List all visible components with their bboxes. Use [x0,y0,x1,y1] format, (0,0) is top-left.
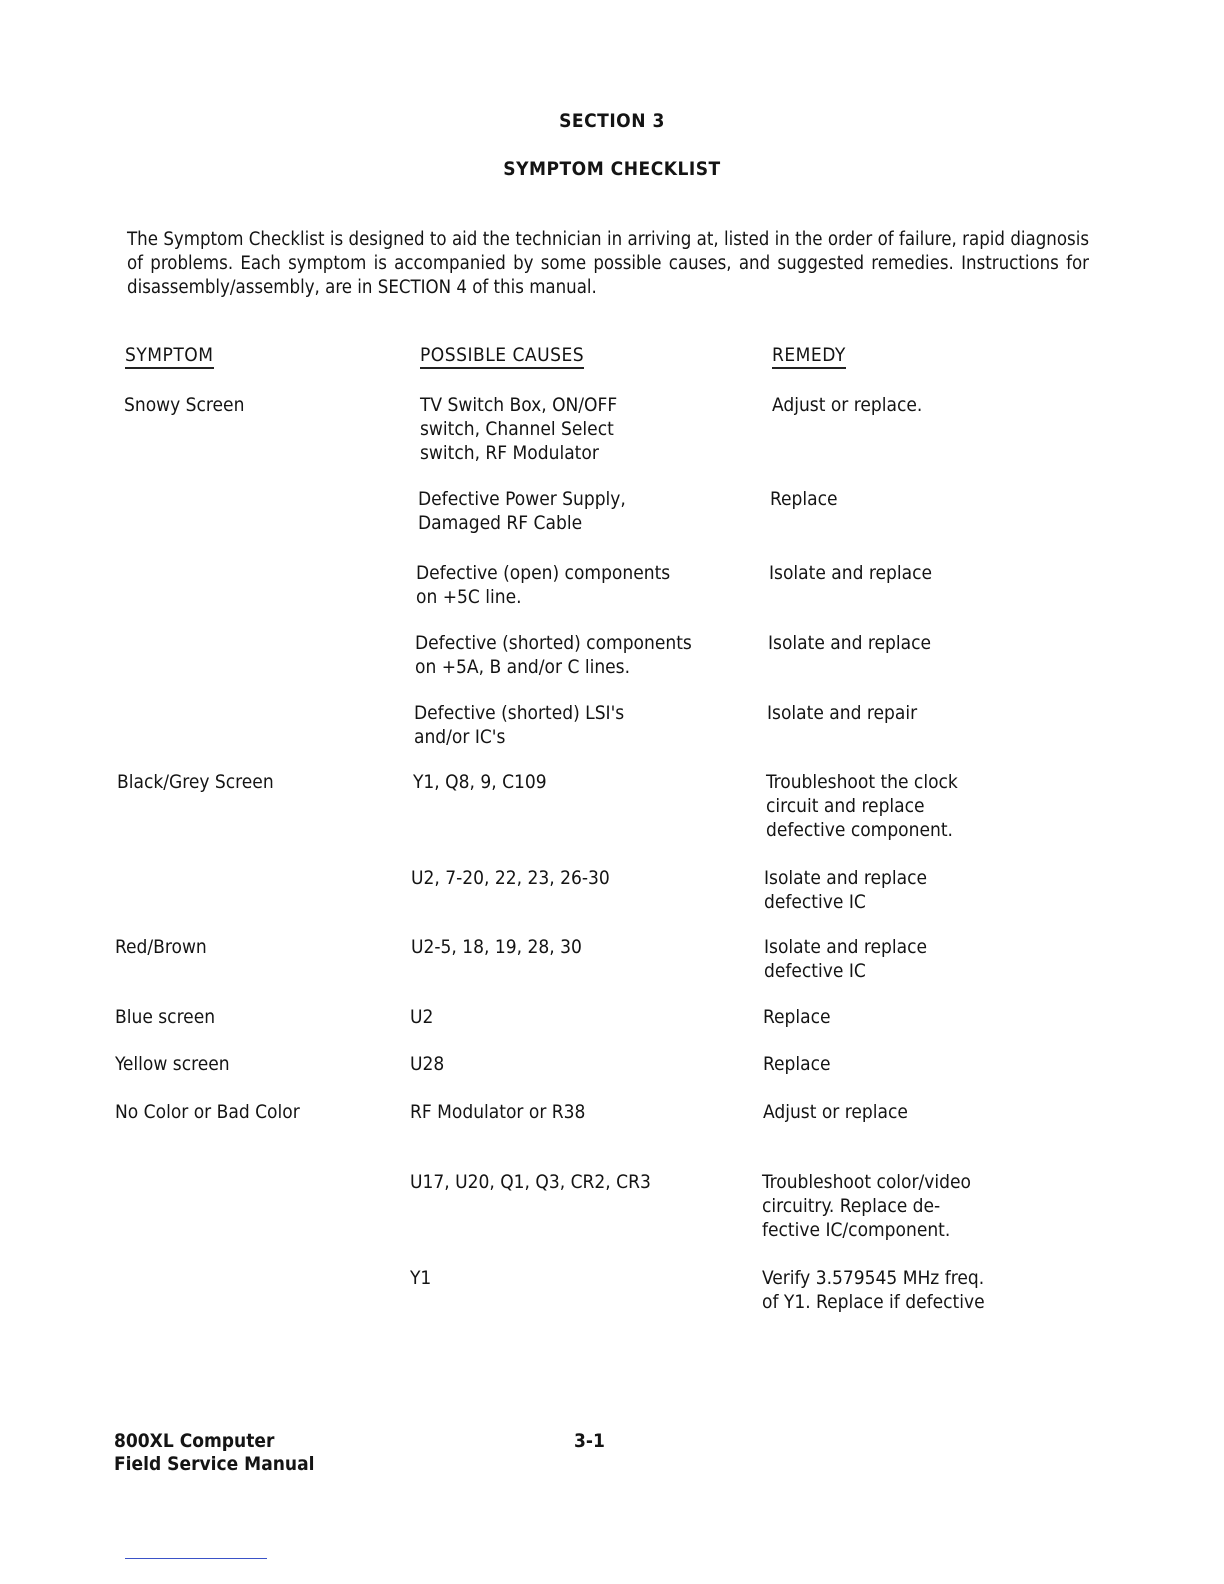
cause-cell: U28 [410,1053,445,1075]
header-remedy: REMEDY [772,344,846,369]
symptom-cell: Yellow screen [115,1053,230,1075]
remedy-cell: Troubleshoot the clock circuit and replace defective component. [766,771,958,841]
remedy-cell: Isolate and replace [768,632,931,654]
cause-cell: Defective (shorted) components on +5A, B and/or C lines. [415,632,692,678]
cause-cell: RF Modulator or R38 [410,1101,586,1123]
cause-cell: Defective (shorted) LSI's and/or IC's [414,702,625,748]
remedy-cell: Replace [770,488,838,510]
symptom-cell: No Color or Bad Color [115,1101,300,1123]
divider [125,1558,267,1559]
cause-cell: Y1, Q8, 9, C109 [413,771,547,793]
remedy-cell: Replace [763,1006,831,1028]
cause-cell: U2, 7-20, 22, 23, 26-30 [411,867,610,889]
symptom-cell: Black/Grey Screen [117,771,274,793]
cause-cell: U2-5, 18, 19, 28, 30 [411,936,582,958]
cause-cell: TV Switch Box, ON/OFF switch, Channel Select switch, RF Modulator [420,394,618,464]
cause-cell: Defective Power Supply, Damaged RF Cable [418,488,626,534]
remedy-cell: Isolate and replace [769,562,932,584]
cause-cell: Y1 [410,1267,432,1289]
remedy-cell: Adjust or replace. [772,394,923,416]
header-symptom: SYMPTOM [125,344,214,369]
section-title: SECTION 3 [559,110,665,132]
page-title: SYMPTOM CHECKLIST [503,158,721,180]
cause-cell: U2 [410,1006,434,1028]
remedy-cell: Isolate and replace defective IC [764,867,927,913]
remedy-cell: Adjust or replace [763,1101,908,1123]
page-number: 3-1 [574,1430,605,1452]
remedy-cell: Isolate and replace defective IC [764,936,927,982]
cause-cell: U17, U20, Q1, Q3, CR2, CR3 [410,1171,651,1193]
symptom-cell: Red/Brown [115,936,207,958]
intro-paragraph: The Symptom Checklist is designed to aid the technician in arriving at, listed in the order of failure, rapid diagnosis of problems. Each symptom is accompanied by some possible causes, and suggested remedies. Instructions for disassembly/assembly, are in SECTION 4 of this manual. [127,229,1089,298]
remedy-cell: Troubleshoot color/video circuitry. Replace de- fective IC/component. [762,1171,971,1241]
symptom-cell: Snowy Screen [124,394,245,416]
symptom-cell: Blue screen [115,1006,216,1028]
header-causes: POSSIBLE CAUSES [420,344,584,369]
remedy-cell: Isolate and repair [767,702,918,724]
footer-manual-title [114,1430,314,1476]
remedy-cell: Replace [763,1053,831,1075]
cause-cell: Defective (open) components on +5C line. [416,562,671,608]
footer-line-2: Field Service Manual [114,1453,315,1475]
footer-line-1: 800XL Computer [114,1430,275,1452]
remedy-cell: Verify 3.579545 MHz freq. of Y1. Replace if defective [762,1267,985,1313]
